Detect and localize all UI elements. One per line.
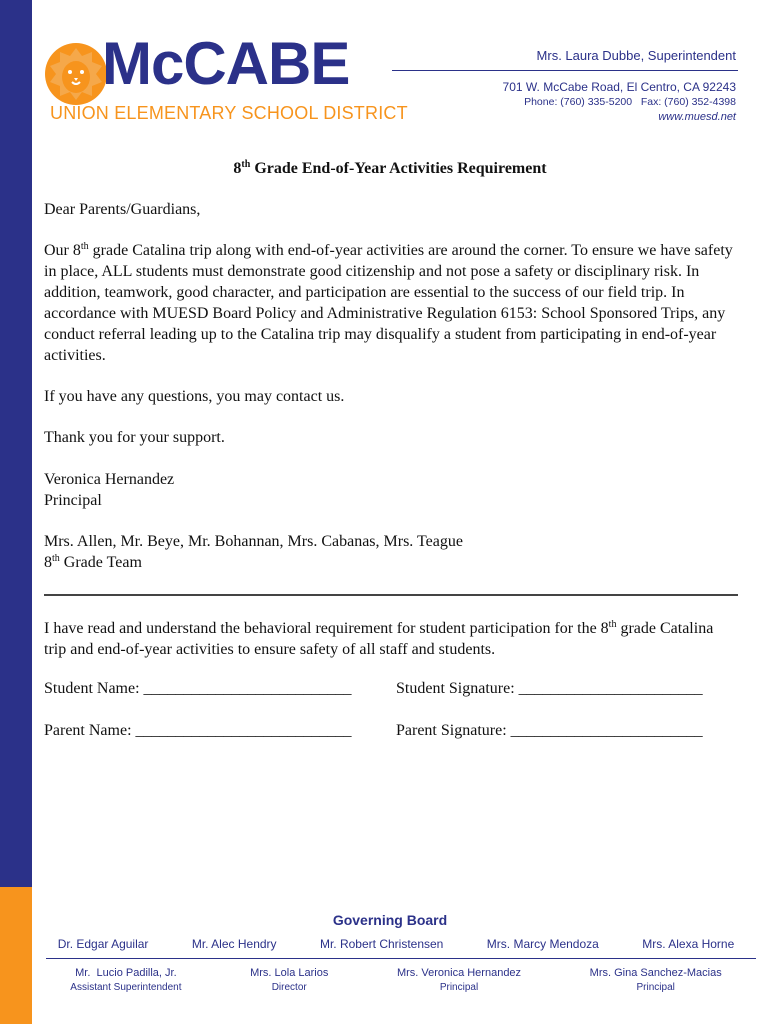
staff-list: [36, 967, 756, 993]
parent-name-field[interactable]: Parent Name: ___________________________: [44, 722, 352, 739]
staff-role: Principal: [636, 982, 675, 993]
logo-wordmark: McCABE: [102, 30, 350, 97]
staff-role: Director: [271, 982, 307, 993]
paragraph-main: [44, 240, 734, 366]
lion-head-icon: [44, 42, 108, 106]
header-rule: [392, 70, 738, 71]
greeting: Dear Parents/Guardians,: [44, 201, 201, 218]
staff-name: Mrs. Lola Larios: [250, 967, 329, 979]
superintendent-line: Mrs. Laura Dubbe, Superintendent: [536, 48, 736, 63]
signer-title: Principal: [44, 492, 102, 509]
board-member: Dr. Edgar Aguilar: [57, 937, 149, 951]
ack-start: I have read and understand the behavioral requirement for student participation for the 8: [44, 620, 609, 637]
team-label: [44, 552, 734, 573]
ack-rest: grade Catalina trip and end-of-year activities to ensure safety of all staff and students.: [44, 620, 714, 658]
questions-line: If you have any questions, you may contact us.: [44, 388, 345, 405]
team-names: Mrs. Allen, Mr. Beye, Mr. Bohannan, Mrs. Cabanas, Mrs. Teague: [44, 533, 463, 550]
board-members: [36, 937, 756, 951]
parent-signature-field[interactable]: Parent Signature: ________________________: [396, 722, 703, 739]
team-sup: th: [52, 553, 60, 564]
title-sup: th: [241, 159, 251, 170]
board-member: Mr. Robert Christensen: [319, 937, 444, 951]
title-rest: Grade End-of-Year Activities Requirement: [250, 160, 547, 177]
student-name-field[interactable]: Student Name: __________________________: [44, 680, 352, 697]
signer-name: Veronica Hernandez: [44, 471, 175, 488]
address-line: 701 W. McCabe Road, El Centro, CA 92243: [502, 80, 736, 94]
left-rail-blue: [0, 0, 32, 887]
acknowledgement-text: [44, 618, 734, 660]
staff-item: [590, 967, 722, 993]
phone-fax-line: Phone: (760) 335-5200 Fax: (760) 352-4398: [524, 96, 736, 108]
student-signature-field[interactable]: Student Signature: _______________________: [396, 680, 703, 697]
thanks-line: Thank you for your support.: [44, 429, 225, 446]
logo-subtitle: UNION ELEMENTARY SCHOOL DISTRICT: [50, 103, 408, 123]
section-divider: [44, 594, 738, 596]
footer-rule: [46, 958, 756, 959]
p1-start: Our 8: [44, 242, 81, 259]
board-member: Mr. Alec Hendry: [191, 937, 277, 951]
p1-rest: grade Catalina trip along with end-of-year activities are around the corner. To ensure we have safety in place, ALL students must demonstrate good citizenship and not pose a safety or disciplinary risk. In addition, teamwork, good character, and participation are essential to the success of our field trip. In accordance with MUESD Board Policy and Administrative Regulation 6153: School Sponsored Trips, any conduct referral leading up to the Catalina trip may disqualify a student from participating in end-of-year activities.: [44, 242, 733, 364]
staff-role: Assistant Superintendent: [70, 982, 182, 993]
team-rest: Grade Team: [59, 554, 142, 571]
website-link[interactable]: www.muesd.net: [658, 111, 736, 123]
district-logo: [44, 30, 408, 130]
staff-item: [397, 967, 521, 993]
governing-board-title: Governing Board: [332, 912, 448, 928]
left-rail-orange: [0, 887, 32, 1024]
board-member: Mrs. Marcy Mendoza: [486, 937, 599, 951]
p1-sup: th: [80, 241, 89, 252]
letter-title: [0, 160, 770, 178]
staff-name: Mr. Lucio Padilla, Jr.: [75, 967, 177, 979]
ack-sup: th: [608, 619, 617, 630]
staff-item: [70, 967, 181, 993]
staff-name: Mrs. Veronica Hernandez: [396, 967, 522, 979]
title-num: 8: [233, 160, 242, 177]
board-member: Mrs. Alexa Horne: [642, 937, 735, 951]
team-num: 8: [44, 554, 52, 571]
staff-item: [250, 967, 328, 993]
staff-name: Mrs. Gina Sanchez-Macias: [589, 967, 722, 979]
staff-role: Principal: [439, 982, 479, 993]
